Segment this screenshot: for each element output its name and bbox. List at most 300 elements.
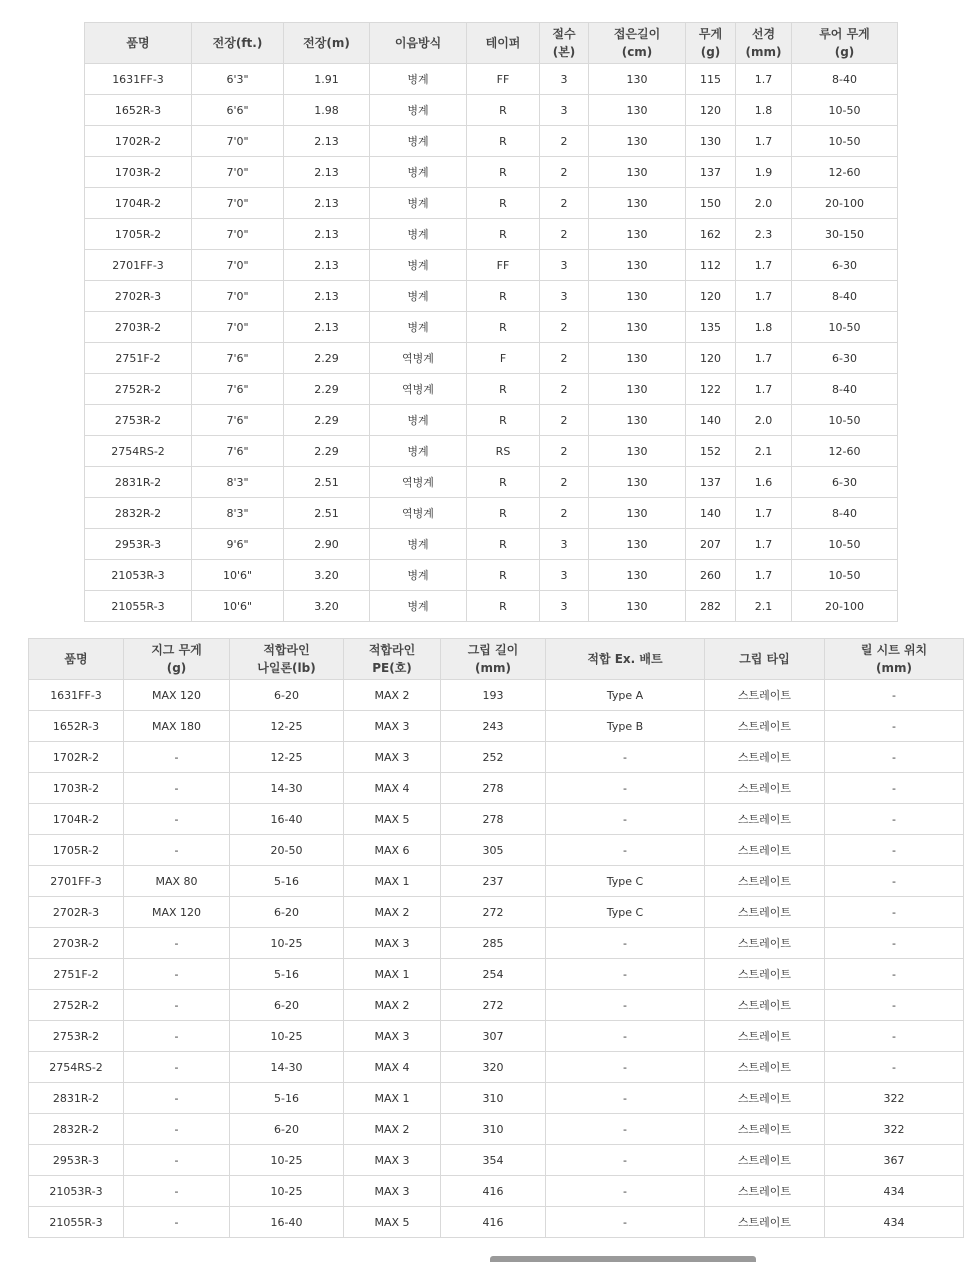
table-cell: 1.6	[736, 467, 792, 498]
table-cell: 10-25	[230, 1176, 344, 1207]
table-cell: -	[825, 835, 964, 866]
table-cell: 20-100	[792, 591, 898, 622]
table-cell: MAX 1	[344, 866, 441, 897]
table-cell: 140	[686, 405, 736, 436]
table-cell: 1.7	[736, 281, 792, 312]
table-cell: 130	[589, 250, 686, 281]
table-row	[85, 343, 898, 374]
table-cell: 6-20	[230, 897, 344, 928]
table-cell: -	[124, 1114, 230, 1145]
table-cell: FF	[467, 64, 540, 95]
table-cell: 282	[686, 591, 736, 622]
table-cell: MAX 1	[344, 959, 441, 990]
table-cell: R	[467, 312, 540, 343]
table-cell: 스트레이트	[705, 1083, 825, 1114]
table-cell: 스트레이트	[705, 1052, 825, 1083]
table-cell: -	[546, 1145, 705, 1176]
table-cell: 2	[540, 312, 589, 343]
column-header: 품명	[85, 23, 192, 64]
table-row	[29, 1052, 964, 1083]
table-cell: 130	[589, 95, 686, 126]
table-cell: 130	[589, 157, 686, 188]
table-cell: 10-50	[792, 405, 898, 436]
table-cell: 2701FF-3	[29, 866, 124, 897]
table-cell: 병계	[370, 560, 467, 591]
table-cell: 2	[540, 126, 589, 157]
table-cell: 12-60	[792, 157, 898, 188]
table-cell: 162	[686, 219, 736, 250]
table-row	[85, 374, 898, 405]
table-cell: 5-16	[230, 1083, 344, 1114]
table-cell: 병계	[370, 312, 467, 343]
table-cell: 8-40	[792, 281, 898, 312]
table-cell: 병계	[370, 529, 467, 560]
table-row	[85, 591, 898, 622]
table-cell: MAX 120	[124, 897, 230, 928]
table-cell: -	[825, 959, 964, 990]
table-cell: 8'3"	[192, 498, 284, 529]
table-cell: -	[825, 897, 964, 928]
column-header: 그립 타입	[705, 639, 825, 680]
table-cell: 2.0	[736, 405, 792, 436]
table-cell: 416	[441, 1176, 546, 1207]
table-cell: -	[124, 959, 230, 990]
table-cell: R	[467, 560, 540, 591]
table-cell: 1.7	[736, 250, 792, 281]
table-row	[29, 680, 964, 711]
table-cell: 16-40	[230, 804, 344, 835]
table-cell: 2754RS-2	[85, 436, 192, 467]
table-row	[29, 1083, 964, 1114]
table-cell: MAX 3	[344, 928, 441, 959]
table-cell: -	[825, 1052, 964, 1083]
table-cell: 307	[441, 1021, 546, 1052]
table-cell: 1652R-3	[29, 711, 124, 742]
scroll-indicator	[490, 1256, 756, 1262]
table-cell: 2754RS-2	[29, 1052, 124, 1083]
table-cell: 8'3"	[192, 467, 284, 498]
table-cell: 12-60	[792, 436, 898, 467]
table-cell: 스트레이트	[705, 866, 825, 897]
table-cell: 310	[441, 1083, 546, 1114]
table-cell: R	[467, 498, 540, 529]
table-row	[29, 1114, 964, 1145]
column-header: 루어 무게 (g)	[792, 23, 898, 64]
table-cell: MAX 5	[344, 1207, 441, 1238]
table-cell: -	[124, 1145, 230, 1176]
table-row	[29, 773, 964, 804]
table-cell: 2.29	[284, 405, 370, 436]
table-cell: Type C	[546, 866, 705, 897]
table-cell: 2751F-2	[85, 343, 192, 374]
table-cell: 6-30	[792, 343, 898, 374]
table-cell: 병계	[370, 157, 467, 188]
table-row	[29, 742, 964, 773]
table-cell: 1704R-2	[29, 804, 124, 835]
table-cell: 1702R-2	[85, 126, 192, 157]
column-header: 적합라인 나일론(lb)	[230, 639, 344, 680]
table-cell: 2	[540, 343, 589, 374]
table-cell: 2.29	[284, 343, 370, 374]
table-cell: 2	[540, 436, 589, 467]
table-cell: 1.7	[736, 374, 792, 405]
table-row	[85, 219, 898, 250]
table-cell: 7'6"	[192, 374, 284, 405]
table-cell: -	[546, 959, 705, 990]
table-cell: 스트레이트	[705, 1207, 825, 1238]
table-cell: 2752R-2	[29, 990, 124, 1021]
table-cell: 12-25	[230, 742, 344, 773]
table-cell: MAX 1	[344, 1083, 441, 1114]
table-cell: -	[825, 804, 964, 835]
table-cell: 30-150	[792, 219, 898, 250]
table-cell: -	[825, 742, 964, 773]
table-cell: 7'0"	[192, 126, 284, 157]
table-cell: 140	[686, 498, 736, 529]
table-cell: 6-30	[792, 250, 898, 281]
table-cell: -	[825, 866, 964, 897]
table-cell: 2751F-2	[29, 959, 124, 990]
table-cell: 120	[686, 343, 736, 374]
table-cell: 병계	[370, 95, 467, 126]
table-row	[29, 897, 964, 928]
table-cell: -	[124, 804, 230, 835]
table-row	[29, 1207, 964, 1238]
table-cell: MAX 4	[344, 1052, 441, 1083]
table-cell: MAX 2	[344, 680, 441, 711]
table-cell: 2.13	[284, 157, 370, 188]
table-cell: 3	[540, 250, 589, 281]
table-cell: 14-30	[230, 773, 344, 804]
table-cell: 272	[441, 897, 546, 928]
table-cell: 2	[540, 498, 589, 529]
table-cell: 병계	[370, 281, 467, 312]
table-cell: MAX 2	[344, 897, 441, 928]
table-cell: 130	[589, 529, 686, 560]
table-cell: 스트레이트	[705, 928, 825, 959]
table-row	[85, 64, 898, 95]
table-cell: R	[467, 188, 540, 219]
table-cell: 병계	[370, 64, 467, 95]
table-cell: 21055R-3	[29, 1207, 124, 1238]
table-cell: 2.13	[284, 188, 370, 219]
table-cell: MAX 180	[124, 711, 230, 742]
table-cell: 7'6"	[192, 405, 284, 436]
table-cell: 6-20	[230, 680, 344, 711]
table-cell: 2832R-2	[29, 1114, 124, 1145]
table-cell: 2.13	[284, 250, 370, 281]
table-cell: -	[546, 1021, 705, 1052]
table-row	[85, 281, 898, 312]
table-cell: 3	[540, 591, 589, 622]
table-cell: 6-20	[230, 990, 344, 1021]
table-cell: 416	[441, 1207, 546, 1238]
table-cell: 3	[540, 529, 589, 560]
table-cell: 스트레이트	[705, 1176, 825, 1207]
column-header: 그립 길이 (mm)	[441, 639, 546, 680]
table-cell: 스트레이트	[705, 897, 825, 928]
table-cell: 2.13	[284, 126, 370, 157]
column-header: 무게 (g)	[686, 23, 736, 64]
table-cell: 3	[540, 95, 589, 126]
table-cell: 1631FF-3	[85, 64, 192, 95]
table-cell: -	[124, 1052, 230, 1083]
table-cell: MAX 4	[344, 773, 441, 804]
table-cell: MAX 3	[344, 742, 441, 773]
table-cell: 10-25	[230, 928, 344, 959]
table-cell: -	[546, 928, 705, 959]
table-cell: 10-25	[230, 1021, 344, 1052]
table-cell: 1704R-2	[85, 188, 192, 219]
table-row	[85, 467, 898, 498]
table-row	[85, 157, 898, 188]
table-cell: 278	[441, 804, 546, 835]
table-cell: 1.7	[736, 64, 792, 95]
table-cell: 병계	[370, 250, 467, 281]
table-cell: -	[124, 1207, 230, 1238]
table-cell: 2703R-2	[85, 312, 192, 343]
table-cell: 1.98	[284, 95, 370, 126]
table-cell: 1.9	[736, 157, 792, 188]
table-cell: 8-40	[792, 498, 898, 529]
table-cell: -	[825, 990, 964, 1021]
table-cell: 2	[540, 157, 589, 188]
table-cell: MAX 80	[124, 866, 230, 897]
table-cell: 9'6"	[192, 529, 284, 560]
table-cell: -	[124, 928, 230, 959]
table-cell: 2.13	[284, 219, 370, 250]
table-cell: 278	[441, 773, 546, 804]
table-cell: -	[825, 1021, 964, 1052]
table-cell: 7'0"	[192, 219, 284, 250]
table-row	[29, 1176, 964, 1207]
rod-spec-table	[84, 22, 898, 622]
table-cell: 스트레이트	[705, 711, 825, 742]
table-cell: 21053R-3	[29, 1176, 124, 1207]
table-cell: 254	[441, 959, 546, 990]
column-header: 적합 Ex. 배트	[546, 639, 705, 680]
table-cell: 10-50	[792, 126, 898, 157]
table-cell: 10-50	[792, 312, 898, 343]
table-cell: -	[825, 773, 964, 804]
table-cell: 역병계	[370, 498, 467, 529]
rod-spec-header	[85, 23, 898, 64]
table-cell: 2832R-2	[85, 498, 192, 529]
table-cell: 21055R-3	[85, 591, 192, 622]
column-header: 테이퍼	[467, 23, 540, 64]
table-cell: 322	[825, 1083, 964, 1114]
table-cell: 2701FF-3	[85, 250, 192, 281]
table-cell: 3	[540, 560, 589, 591]
table-cell: 2	[540, 219, 589, 250]
table-cell: -	[124, 990, 230, 1021]
table-cell: 7'0"	[192, 188, 284, 219]
table-cell: 115	[686, 64, 736, 95]
table-cell: R	[467, 529, 540, 560]
table-cell: -	[825, 711, 964, 742]
table-cell: 135	[686, 312, 736, 343]
table-cell: 2831R-2	[29, 1083, 124, 1114]
table-cell: 2.1	[736, 436, 792, 467]
table-cell: 130	[686, 126, 736, 157]
table-cell: 120	[686, 281, 736, 312]
table-cell: 21053R-3	[85, 560, 192, 591]
table-cell: 2.1	[736, 591, 792, 622]
table-cell: 252	[441, 742, 546, 773]
column-header: 이음방식	[370, 23, 467, 64]
table-cell: 5-16	[230, 866, 344, 897]
table-cell: 130	[589, 312, 686, 343]
table-cell: 2.51	[284, 467, 370, 498]
table-cell: 130	[589, 591, 686, 622]
table-cell: 2753R-2	[29, 1021, 124, 1052]
table-row	[85, 436, 898, 467]
table-cell: 130	[589, 188, 686, 219]
table-row	[29, 866, 964, 897]
table-cell: 1.7	[736, 126, 792, 157]
table-cell: MAX 3	[344, 711, 441, 742]
table-cell: 1.8	[736, 312, 792, 343]
table-cell: 10-50	[792, 560, 898, 591]
table-cell: 스트레이트	[705, 1021, 825, 1052]
table-cell: -	[546, 1083, 705, 1114]
table-cell: 130	[589, 405, 686, 436]
table-cell: 120	[686, 95, 736, 126]
table-cell: 130	[589, 374, 686, 405]
table-cell: 260	[686, 560, 736, 591]
table-cell: 434	[825, 1176, 964, 1207]
table-cell: 2703R-2	[29, 928, 124, 959]
table-cell: 137	[686, 157, 736, 188]
table-cell: 스트레이트	[705, 835, 825, 866]
table-cell: R	[467, 126, 540, 157]
column-header: 지그 무게 (g)	[124, 639, 230, 680]
table-cell: 병계	[370, 405, 467, 436]
table-cell: 2.51	[284, 498, 370, 529]
table-cell: -	[124, 1021, 230, 1052]
table-row	[85, 312, 898, 343]
table-cell: 12-25	[230, 711, 344, 742]
table-cell: 3	[540, 64, 589, 95]
column-header: 적합라인 PE(호)	[344, 639, 441, 680]
table-cell: -	[124, 742, 230, 773]
table-cell: 2	[540, 405, 589, 436]
table-cell: 122	[686, 374, 736, 405]
table-cell: 6-20	[230, 1114, 344, 1145]
table-cell: 7'6"	[192, 343, 284, 374]
table-cell: 2	[540, 467, 589, 498]
table-cell: MAX 5	[344, 804, 441, 835]
table-cell: -	[546, 804, 705, 835]
table-cell: 스트레이트	[705, 680, 825, 711]
table-cell: 322	[825, 1114, 964, 1145]
table-cell: 3.20	[284, 591, 370, 622]
table-row	[85, 188, 898, 219]
table-cell: 병계	[370, 126, 467, 157]
table-cell: 역병계	[370, 374, 467, 405]
table-cell: 193	[441, 680, 546, 711]
line-grip-spec-table	[28, 638, 964, 1238]
table-cell: 2	[540, 374, 589, 405]
table-cell: 역병계	[370, 467, 467, 498]
table-cell: -	[825, 928, 964, 959]
table-cell: 6'6"	[192, 95, 284, 126]
table-cell: -	[124, 1176, 230, 1207]
table-cell: 10'6"	[192, 560, 284, 591]
table-cell: 367	[825, 1145, 964, 1176]
table-cell: R	[467, 281, 540, 312]
column-header: 릴 시트 위치 (mm)	[825, 639, 964, 680]
table-cell: MAX 2	[344, 1114, 441, 1145]
table-cell: MAX 3	[344, 1176, 441, 1207]
table-cell: 스트레이트	[705, 1145, 825, 1176]
table-cell: 병계	[370, 591, 467, 622]
table-cell: 병계	[370, 436, 467, 467]
table-cell: 130	[589, 343, 686, 374]
table-cell: 3.20	[284, 560, 370, 591]
table-cell: 2.0	[736, 188, 792, 219]
table-cell: 1705R-2	[85, 219, 192, 250]
table-cell: 1.7	[736, 560, 792, 591]
table-cell: -	[546, 1176, 705, 1207]
line-grip-spec-header	[29, 639, 964, 680]
table-cell: 10-25	[230, 1145, 344, 1176]
table-cell: 20-50	[230, 835, 344, 866]
table-cell: 130	[589, 467, 686, 498]
table-cell: 130	[589, 126, 686, 157]
table-cell: MAX 2	[344, 990, 441, 1021]
table-cell: 320	[441, 1052, 546, 1083]
column-header: 품명	[29, 639, 124, 680]
table-cell: R	[467, 219, 540, 250]
table-cell: 역병계	[370, 343, 467, 374]
table-cell: -	[546, 1114, 705, 1145]
table-cell: 130	[589, 281, 686, 312]
table-cell: 10'6"	[192, 591, 284, 622]
table-cell: 207	[686, 529, 736, 560]
table-row	[85, 405, 898, 436]
table-cell: 152	[686, 436, 736, 467]
table-cell: 2753R-2	[85, 405, 192, 436]
table-cell: 1703R-2	[29, 773, 124, 804]
table-cell: 1652R-3	[85, 95, 192, 126]
table-cell: 1.91	[284, 64, 370, 95]
column-header: 절수 (본)	[540, 23, 589, 64]
table-cell: -	[546, 773, 705, 804]
table-cell: 130	[589, 64, 686, 95]
table-cell: 1.7	[736, 343, 792, 374]
table-cell: 스트레이트	[705, 773, 825, 804]
table-cell: 스트레이트	[705, 804, 825, 835]
table-cell: 272	[441, 990, 546, 1021]
column-header: 선경 (mm)	[736, 23, 792, 64]
table-cell: 10-50	[792, 95, 898, 126]
table-cell: 2.13	[284, 312, 370, 343]
table-cell: 7'6"	[192, 436, 284, 467]
table-row	[29, 990, 964, 1021]
table-row	[29, 711, 964, 742]
table-row	[85, 498, 898, 529]
table-cell: -	[546, 990, 705, 1021]
table-cell: 310	[441, 1114, 546, 1145]
table-cell: -	[546, 1207, 705, 1238]
table-cell: R	[467, 405, 540, 436]
table-cell: 14-30	[230, 1052, 344, 1083]
table-row	[29, 1021, 964, 1052]
table-cell: 스트레이트	[705, 1114, 825, 1145]
table-cell: -	[546, 742, 705, 773]
table-cell: 스트레이트	[705, 990, 825, 1021]
